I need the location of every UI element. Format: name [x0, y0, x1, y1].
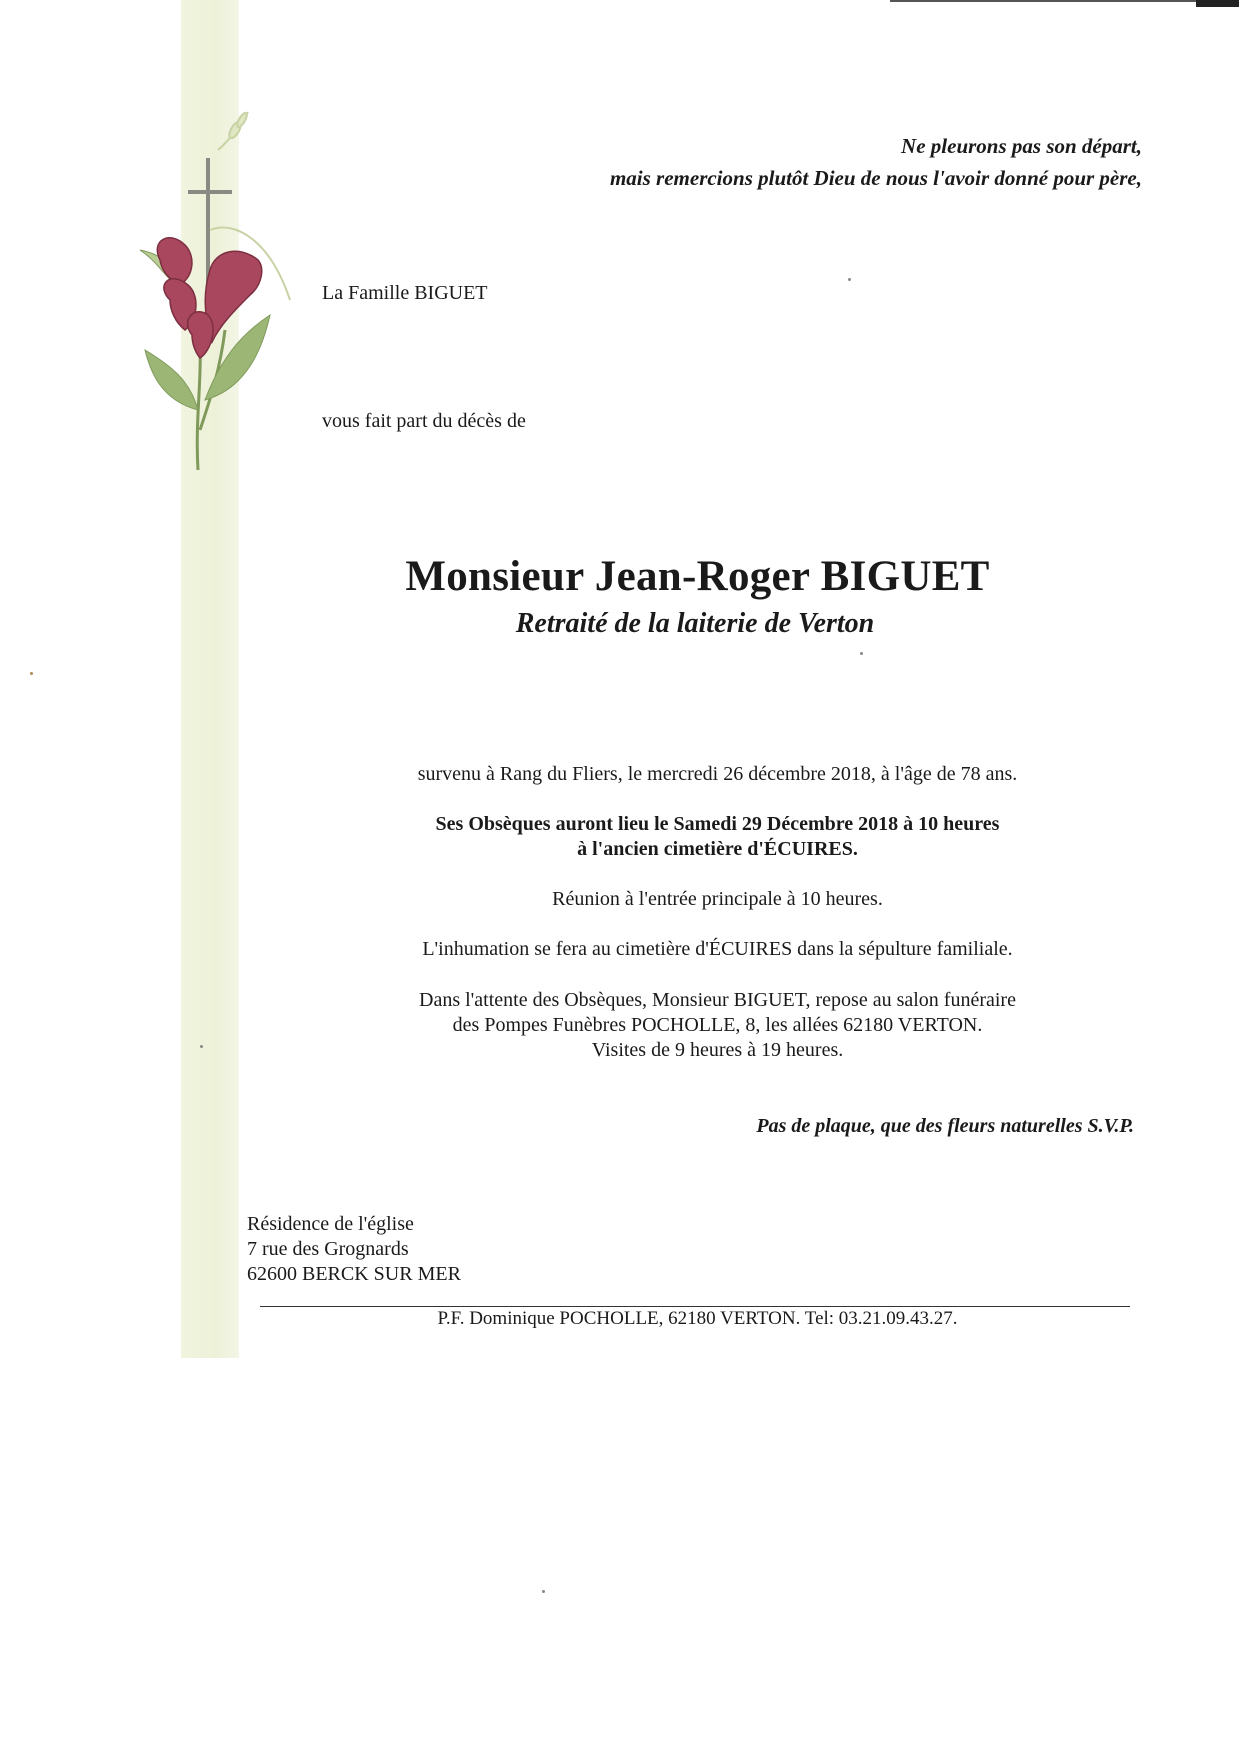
address-line-3: 62600 BERCK SUR MER [247, 1263, 461, 1285]
top-corner-mark [1196, 0, 1239, 7]
paper-speck [200, 1045, 203, 1048]
funeral-home-footer: P.F. Dominique POCHOLLE, 62180 VERTON. Tel: 03.21.09.43.27. [437, 1308, 958, 1329]
deceased-title: Retraité de la laiterie de Verton [515, 608, 875, 639]
paper-speck [542, 1590, 545, 1593]
announcement-text: vous fait part du décès de [322, 410, 526, 432]
address-line-1: Résidence de l'église [247, 1213, 414, 1235]
paper-speck [848, 278, 851, 281]
funeral-line-2: à l'ancien cimetière d'ÉCUIRES. [577, 838, 858, 860]
epigraph [610, 130, 1142, 194]
rest-line-1: Dans l'attente des Obsèques, Monsieur BIGUET, repose au salon funéraire [419, 989, 1016, 1011]
funeral-details [0, 812, 1239, 862]
death-notice: survenu à Rang du Fliers, le mercredi 26 décembre 2018, à l'âge de 78 ans. [417, 763, 1018, 785]
paper-speck [860, 652, 863, 655]
calla-lily-cross-illustration [140, 110, 320, 480]
flowers-note: Pas de plaque, que des fleurs naturelles S.V.P. [756, 1115, 1134, 1137]
rest-line-2: des Pompes Funèbres POCHOLLE, 8, les allées 62180 VERTON. [452, 1014, 983, 1036]
meeting-notice: Réunion à l'entrée principale à 10 heures. [552, 888, 883, 910]
paper-speck [30, 672, 33, 675]
epigraph-line-1: Ne pleurons pas son départ, [901, 134, 1142, 158]
footer-divider [260, 1306, 1130, 1307]
deceased-name: Monsieur Jean-Roger BIGUET [405, 553, 990, 600]
top-edge-rule [890, 0, 1210, 2]
epigraph-line-2: mais remercions plutôt Dieu de nous l'avoir donné pour père, [609, 166, 1142, 190]
family-address [247, 1212, 461, 1287]
funeral-line-1: Ses Obsèques auront lieu le Samedi 29 Décembre 2018 à 10 heures [435, 813, 1000, 835]
resting-place-notice [0, 988, 1239, 1063]
address-line-2: 7 rue des Grognards [247, 1238, 409, 1260]
family-name: La Famille BIGUET [322, 282, 488, 304]
rest-line-3: Visites de 9 heures à 19 heures. [591, 1039, 844, 1061]
burial-notice: L'inhumation se fera au cimetière d'ÉCUIRES dans la sépulture familiale. [422, 938, 1013, 960]
